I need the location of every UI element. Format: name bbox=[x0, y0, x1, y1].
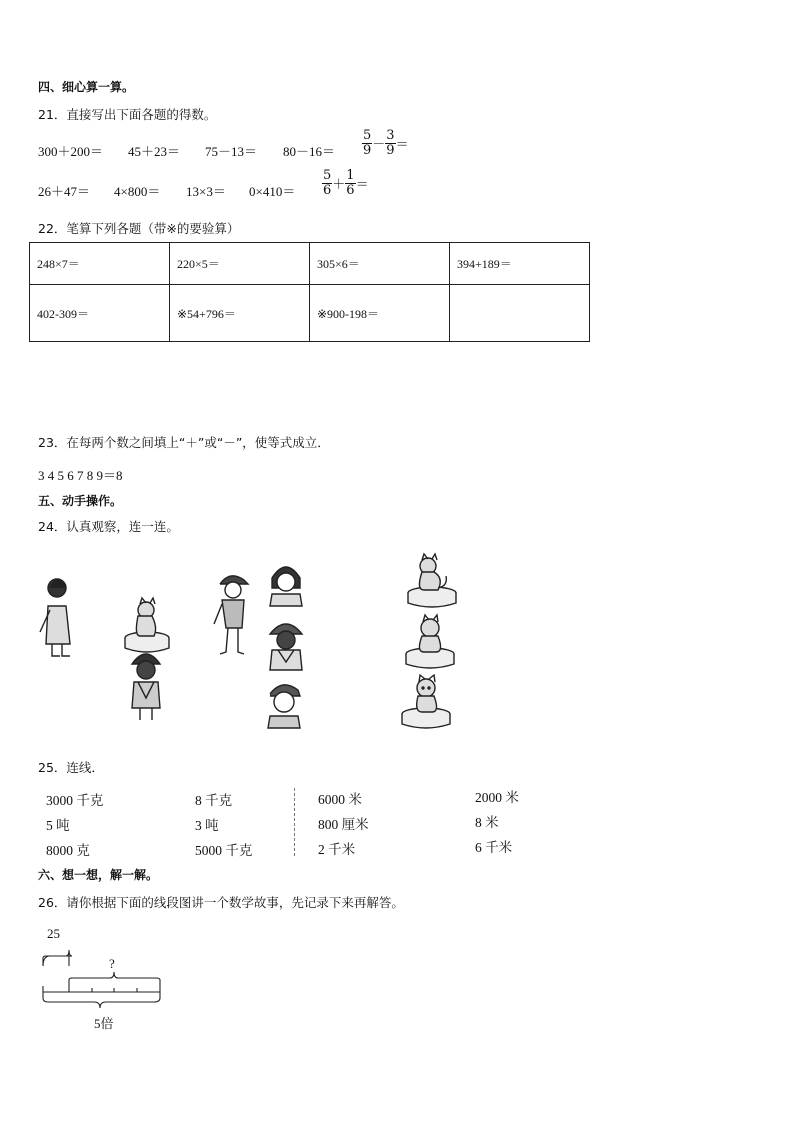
q23-expression: 3 4 5 6 7 8 9＝8 bbox=[38, 468, 123, 483]
q23-prompt: 23．在每两个数之间填上“＋”或“－”，使等式成立． bbox=[38, 435, 330, 450]
q24-prompt: 24．认真观察，连一连。 bbox=[38, 519, 179, 534]
table-cell: ※900-198＝ bbox=[310, 285, 450, 342]
unit-item: 8 米 bbox=[475, 815, 499, 830]
cat-back-view-icon bbox=[406, 615, 454, 668]
brace bbox=[43, 992, 160, 1008]
unit-item: 5 吨 bbox=[46, 818, 70, 833]
segment-question-mark: ? bbox=[109, 956, 115, 971]
section-6-title: 六、想一想，解一解。 bbox=[38, 868, 159, 882]
fraction: $\frac{5}{6}$ bbox=[323, 168, 332, 198]
q26-prompt: 26．请你根据下面的线段图讲一个数学故事，先记录下来再解答。 bbox=[38, 895, 404, 910]
q22-calc-table bbox=[29, 242, 590, 342]
unit-item: 3000 千克 bbox=[46, 793, 104, 808]
q21-expr-4: 80－16＝ bbox=[283, 144, 336, 159]
q21-fraction-expr-2: $\frac{5}{6}$ ＋ $\frac{1}{6}$ ＝ bbox=[323, 168, 369, 198]
q21-fraction-expr-1: $\frac{5}{9}$ － $\frac{3}{9}$ ＝ bbox=[363, 128, 409, 158]
unit-item: 8000 克 bbox=[46, 843, 90, 858]
table-cell bbox=[450, 285, 590, 342]
cat-side-view-icon bbox=[408, 554, 456, 607]
cat-front-view-icon bbox=[402, 675, 450, 728]
table-cell: 305×6＝ bbox=[310, 243, 450, 285]
brace bbox=[69, 972, 160, 986]
unit-item: 6 千米 bbox=[475, 840, 513, 855]
table-cell: 402-309＝ bbox=[30, 285, 170, 342]
segment-bottom-label: 5倍 bbox=[94, 1016, 114, 1031]
q21-expr-1: 300＋200＝ bbox=[38, 144, 104, 159]
q21-expr-2: 45＋23＝ bbox=[128, 144, 181, 159]
child-back-hat-icon bbox=[270, 624, 302, 670]
fraction: $\frac{5}{9}$ bbox=[363, 128, 372, 158]
unit-item: 8 千克 bbox=[195, 793, 233, 808]
unit-item: 2 千米 bbox=[318, 842, 356, 857]
segment-top-label: 25 bbox=[47, 926, 60, 941]
unit-item: 6000 米 bbox=[318, 792, 362, 807]
q21-expr-8: 0×410＝ bbox=[249, 184, 296, 199]
unit-item: 3 吨 bbox=[195, 818, 219, 833]
q24-illustration bbox=[30, 548, 470, 738]
q22-prompt: 22．笔算下列各题（带※的要验算） bbox=[38, 221, 240, 236]
boy-figure-icon bbox=[214, 576, 248, 654]
table-cell: 220×5＝ bbox=[170, 243, 310, 285]
fraction: $\frac{3}{9}$ bbox=[386, 128, 395, 158]
unit-item: 5000 千克 bbox=[195, 843, 253, 858]
q25-prompt: 25．连线． bbox=[38, 760, 104, 775]
cat-on-pedestal-icon bbox=[125, 598, 169, 652]
q21-expr-6: 4×800＝ bbox=[114, 184, 161, 199]
fraction: $\frac{1}{6}$ bbox=[346, 168, 355, 198]
section-4-title: 四、细心算一算。 bbox=[38, 80, 135, 94]
table-cell: 248×7＝ bbox=[30, 243, 170, 285]
girl-figure-icon bbox=[40, 579, 70, 656]
table-cell: ※54+796＝ bbox=[170, 285, 310, 342]
q21-expr-7: 13×3＝ bbox=[186, 184, 226, 199]
q26-segment-diagram bbox=[36, 922, 176, 1034]
unit-item: 800 厘米 bbox=[318, 817, 369, 832]
brace bbox=[43, 950, 72, 966]
q21-expr-3: 75－13＝ bbox=[205, 144, 258, 159]
unit-item: 2000 米 bbox=[475, 790, 519, 805]
q21-prompt: 21．直接写出下面各题的得数。 bbox=[38, 107, 217, 122]
q21-expr-5: 26＋47＝ bbox=[38, 184, 91, 199]
table-cell: 394+189＝ bbox=[450, 243, 590, 285]
child-back-view-icon bbox=[132, 654, 160, 720]
section-5-title: 五、动手操作。 bbox=[38, 494, 123, 508]
boy-side-face-icon bbox=[268, 685, 300, 728]
divider bbox=[294, 788, 295, 856]
girl-front-face-icon bbox=[270, 567, 302, 606]
